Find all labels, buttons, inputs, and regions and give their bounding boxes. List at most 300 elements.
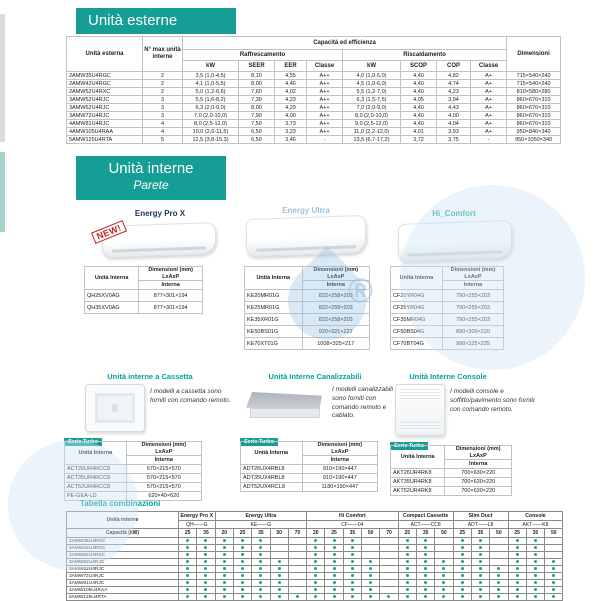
compatibility-dot: [278, 595, 281, 598]
table-cell: [453, 566, 471, 573]
table-cell: [398, 552, 416, 559]
col-header-dimensions: [302, 442, 377, 456]
table-cell: [325, 538, 343, 545]
compatibility-dot: [186, 588, 189, 591]
table-cell: [526, 573, 544, 580]
compatibility-dot: [204, 567, 207, 570]
table-cell: -: [471, 136, 507, 144]
table-cell: [288, 538, 306, 545]
table-cell: 4: [143, 128, 183, 136]
capacity-header-cell: 25: [398, 529, 416, 538]
table-cell: [270, 538, 288, 545]
table-cell: [270, 573, 288, 580]
table-cell: [179, 580, 197, 587]
table-cell: A++: [307, 120, 343, 128]
table-cell: 570×215×570: [126, 465, 201, 474]
table-cell: [252, 573, 270, 580]
table-cell: [490, 587, 508, 594]
table-row: [67, 112, 561, 120]
compatibility-dot: [278, 567, 281, 570]
capacity-header-cell: 50: [435, 529, 453, 538]
table-cell: [435, 559, 453, 566]
pattern-hi-comfort: CF——04: [307, 521, 399, 529]
table-cell: 4AMW105U4RAA: [67, 128, 143, 136]
cassette-dimensions-table: [64, 441, 202, 501]
product-name-energy-ultra: Energy Ultra: [282, 206, 330, 215]
compatibility-dot: [497, 595, 500, 598]
table-row: [67, 104, 561, 112]
compatibility-dot: [406, 595, 409, 598]
table-cell: [270, 580, 288, 587]
table-cell: 3AMW52U4RJC: [67, 559, 179, 566]
table-cell: 6,50: [239, 136, 275, 144]
table-cell: ADT26UX4RBL8: [241, 465, 303, 474]
pattern-energy-pro-x: QH——G: [179, 521, 216, 529]
compatibility-dot: [479, 574, 482, 577]
col-header: Classe: [471, 61, 507, 72]
compatibility-dot: [241, 560, 244, 563]
product-name-hi-comfort: Hi_Comfort: [432, 209, 476, 218]
compatibility-dot: [314, 553, 317, 556]
ducted-table-body: [241, 465, 378, 492]
capacity-header-cell: 70: [380, 529, 398, 538]
table-cell: 7,30: [239, 96, 275, 104]
table-cell: [252, 566, 270, 573]
table-cell: [252, 552, 270, 559]
table-cell: [471, 594, 489, 601]
external-units-table: [66, 36, 561, 144]
table-cell: 2: [143, 88, 183, 96]
table-cell: [252, 587, 270, 594]
table-cell: 5,5 (1,2-7,0): [343, 88, 401, 96]
compatibility-dot: [204, 581, 207, 584]
col-header: kW: [183, 61, 239, 72]
compatibility-dot: [314, 581, 317, 584]
table-cell: 5: [143, 136, 183, 144]
table-cell: [270, 566, 288, 573]
registered-mark-icon: ®: [348, 272, 374, 310]
table-cell: [179, 594, 197, 601]
table-row: [67, 566, 563, 573]
table-cell: [508, 538, 526, 545]
table-cell: [416, 552, 434, 559]
table-cell: [270, 545, 288, 552]
capacity-header-cell: 35: [197, 529, 215, 538]
table-cell: [398, 573, 416, 580]
table-cell: 4,40: [401, 80, 437, 88]
compatibility-dot: [552, 560, 555, 563]
compatibility-dot: [534, 595, 537, 598]
unit-col-label: Unità Interna: [254, 449, 289, 456]
table-cell: [508, 594, 526, 601]
table-cell: 4,40: [401, 88, 437, 96]
combinations-table-body: [67, 538, 563, 601]
table-cell: 6,50: [239, 128, 275, 136]
table-cell: 6,3 (1,5-7,5): [343, 96, 401, 104]
compatibility-dot: [406, 581, 409, 584]
table-cell: 6,3 (2,0-9,0): [183, 104, 239, 112]
wall-unit-image-hi-comfort: [398, 220, 512, 262]
table-cell: [252, 538, 270, 545]
hi-comfort-table-body: [391, 290, 504, 350]
compatibility-dot: [406, 553, 409, 556]
table-cell: [362, 552, 380, 559]
table-cell: A+: [471, 104, 507, 112]
table-cell: [526, 594, 544, 601]
table-row: [391, 290, 504, 302]
table-row: [245, 302, 370, 314]
compatibility-dot: [552, 595, 555, 598]
table-cell: [270, 594, 288, 601]
compatibility-dot: [186, 553, 189, 556]
table-cell: 3,23: [275, 128, 307, 136]
table-cell: KE25MR01G: [245, 302, 303, 314]
table-cell: 4AMW81U4RJC: [67, 120, 143, 128]
col-header: SCOP: [401, 61, 437, 72]
table-cell: 3: [143, 104, 183, 112]
table-cell: [325, 573, 343, 580]
table-cell: 4,40: [401, 112, 437, 120]
table-cell: [416, 538, 434, 545]
table-cell: KE35XR01G: [245, 314, 303, 326]
table-cell: [215, 580, 233, 587]
table-cell: [416, 545, 434, 552]
compatibility-dot: [186, 574, 189, 577]
hi-comfort-dimensions-table: [390, 266, 504, 350]
table-cell: [453, 587, 471, 594]
table-cell: [398, 566, 416, 573]
table-cell: 910×190×447: [302, 474, 377, 483]
table-cell: [215, 594, 233, 601]
cassette-unit-image: [85, 384, 145, 432]
table-cell: 1180×190×447: [302, 483, 377, 492]
compatibility-dot: [314, 567, 317, 570]
compatibility-dot: [479, 595, 482, 598]
compatibility-dot: [351, 595, 354, 598]
table-row: [67, 120, 561, 128]
compatibility-dot: [406, 546, 409, 549]
table-cell: 4,82: [437, 72, 471, 80]
page-edge-strip-teal: [0, 152, 5, 232]
capacity-header-cell: 50: [362, 529, 380, 538]
table-cell: [435, 545, 453, 552]
table-cell: [490, 573, 508, 580]
table-cell: 10,0 (2,6-11,5): [183, 128, 239, 136]
compatibility-dot: [351, 539, 354, 542]
compatibility-dot: [442, 588, 445, 591]
table-row: [391, 326, 504, 338]
table-cell: [307, 580, 325, 587]
table-cell: [197, 552, 215, 559]
table-cell: [526, 545, 544, 552]
table-cell: [179, 545, 197, 552]
compatibility-dot: [461, 588, 464, 591]
table-row: [67, 80, 561, 88]
compatibility-dot: [333, 588, 336, 591]
table-cell: [490, 545, 508, 552]
table-cell: 4,46: [275, 80, 307, 88]
table-cell: A++: [307, 88, 343, 96]
table-cell: 790×255×203: [442, 302, 503, 314]
table-cell: 3AMW72U4RJC: [67, 112, 143, 120]
table-cell: [362, 580, 380, 587]
table-cell: A++: [307, 128, 343, 136]
table-cell: [453, 594, 471, 601]
col-header: EER: [275, 61, 307, 72]
compatibility-dot: [259, 539, 262, 542]
col-subheader-internal: Interna: [302, 281, 370, 290]
energy-ultra-dimensions-table: [244, 266, 370, 350]
col-header-internal-unit: [85, 267, 139, 290]
table-cell: A+: [471, 96, 507, 104]
table-cell: [471, 587, 489, 594]
compatibility-dot: [479, 560, 482, 563]
compatibility-dot: [424, 553, 427, 556]
compatibility-dot: [314, 560, 317, 563]
dim-label: Dimensioni (mm): [317, 442, 363, 448]
compatibility-dot: [259, 567, 262, 570]
table-cell: [490, 580, 508, 587]
table-cell: 4: [143, 120, 183, 128]
table-cell: 3,94: [437, 96, 471, 104]
table-cell: [362, 594, 380, 601]
table-cell: KE50BS01G: [245, 326, 303, 338]
compatibility-dot: [497, 581, 500, 584]
table-cell: [545, 566, 563, 573]
capacity-header-cell: 35: [416, 529, 434, 538]
table-row: [391, 478, 512, 487]
table-cell: [490, 559, 508, 566]
console-dimensions-table: [390, 445, 512, 496]
table-cell: 998×325×225: [442, 338, 503, 350]
compatibility-dot: [259, 553, 262, 556]
table-cell: 9,0 (2,5-12,0): [343, 120, 401, 128]
table-cell: 5,0 (1,2-6,6): [183, 88, 239, 96]
table-cell: CF25YR04G: [391, 302, 443, 314]
table-cell: [545, 545, 563, 552]
table-cell: AKT35UR4RK8: [391, 478, 445, 487]
series-turbo-label: Serie Turbo: [390, 442, 428, 450]
table-cell: 4,23: [437, 88, 471, 96]
table-cell: [380, 545, 398, 552]
table-cell: [490, 594, 508, 601]
group-header-energy-ultra: Energy Ultra: [215, 512, 307, 521]
table-cell: [526, 559, 544, 566]
col-header-indoor-units: Unità interne: [67, 512, 179, 529]
compatibility-dot: [259, 595, 262, 598]
table-cell: 11,0 (2,2-12,0): [343, 128, 401, 136]
compatibility-dot: [424, 560, 427, 563]
capacity-header-cell: 25: [179, 529, 197, 538]
table-cell: [233, 538, 251, 545]
section-title-internal-units: [76, 156, 226, 200]
dim-label: Dimensioni (mm): [450, 267, 496, 273]
table-cell: [325, 566, 343, 573]
table-cell: 5AMW125U4RTA: [67, 136, 143, 144]
table-row: [241, 483, 378, 492]
table-cell: 822×258×203: [302, 302, 370, 314]
col-header: Classe: [307, 61, 343, 72]
col-subheader-internal: Interna: [139, 281, 203, 290]
table-cell: [362, 573, 380, 580]
table-cell: [362, 587, 380, 594]
compatibility-dot: [333, 595, 336, 598]
table-cell: [288, 566, 306, 573]
table-cell: 4,1 (1,0-5,5): [183, 80, 239, 88]
compatibility-dot: [223, 581, 226, 584]
table-cell: 620×40×620: [126, 492, 201, 501]
compatibility-dot: [369, 595, 372, 598]
table-cell: 13,5 (6,7-17,2): [343, 136, 401, 144]
table-cell: [398, 580, 416, 587]
compatibility-dot: [259, 588, 262, 591]
compatibility-dot: [461, 567, 464, 570]
console-unit-image: [395, 384, 445, 436]
table-cell: CF35MR04G: [391, 314, 443, 326]
pattern-slim-duct: ADT——L8: [453, 521, 508, 529]
compatibility-dot: [479, 546, 482, 549]
compatibility-dot: [296, 595, 299, 598]
compatibility-dot: [424, 539, 427, 542]
compatibility-dot: [369, 588, 372, 591]
table-cell: [453, 573, 471, 580]
table-cell: 570×215×570: [126, 483, 201, 492]
table-cell: [380, 594, 398, 601]
table-cell: [343, 552, 361, 559]
pattern-energy-ultra: KE——G: [215, 521, 307, 529]
capacity-header-cell: 50: [270, 529, 288, 538]
col-header-internal-unit: [245, 267, 303, 290]
col-subheader-internal: Interna: [126, 456, 201, 465]
compatibility-dot: [351, 581, 354, 584]
compatibility-dot: [424, 546, 427, 549]
compatibility-dot: [516, 546, 519, 549]
compatibility-dot: [241, 595, 244, 598]
console-table-body: [391, 469, 512, 496]
table-cell: [179, 552, 197, 559]
table-cell: [179, 538, 197, 545]
section-title-console: Unità Interne Console: [409, 372, 487, 381]
table-cell: [362, 559, 380, 566]
compatibility-dot: [314, 574, 317, 577]
table-cell: [307, 552, 325, 559]
compatibility-dot: [406, 567, 409, 570]
table-row: [67, 128, 561, 136]
table-cell: 7,60: [239, 88, 275, 96]
table-cell: 2AMW52U4RXC: [67, 552, 179, 559]
table-cell: [380, 566, 398, 573]
compatibility-dot: [516, 581, 519, 584]
table-cell: [288, 559, 306, 566]
compatibility-dot: [314, 588, 317, 591]
table-cell: 7,90: [239, 112, 275, 120]
table-row: [67, 545, 563, 552]
capacity-header-cell: 35: [526, 529, 544, 538]
table-cell: 8,00: [239, 104, 275, 112]
table-cell: [233, 580, 251, 587]
compatibility-dot: [259, 574, 262, 577]
cassette-description: I modelli a cassetta sono forniti con comando remoto.: [150, 388, 231, 404]
table-cell: [416, 573, 434, 580]
table-cell: 7,50: [239, 120, 275, 128]
table-cell: [453, 538, 471, 545]
table-cell: [288, 573, 306, 580]
compatibility-dot: [204, 588, 207, 591]
compatibility-dot: [479, 539, 482, 542]
table-cell: [435, 580, 453, 587]
page-edge-strip: [0, 14, 5, 142]
table-cell: A+: [471, 88, 507, 96]
compatibility-dot: [534, 574, 537, 577]
compatibility-dot: [369, 560, 372, 563]
table-row: [391, 487, 512, 496]
compatibility-dot: [186, 595, 189, 598]
table-cell: PE-GEA-LD: [65, 492, 127, 501]
table-cell: 3,93: [437, 128, 471, 136]
table-cell: 890×300×220: [442, 326, 503, 338]
table-cell: QH25XV0AG: [85, 290, 139, 302]
table-cell: [197, 573, 215, 580]
compatibility-dot: [351, 567, 354, 570]
table-cell: 715×540×240: [507, 80, 561, 88]
table-cell: [343, 587, 361, 594]
compatibility-dot: [442, 574, 445, 577]
table-cell: 3,73: [275, 120, 307, 128]
compatibility-dot: [369, 574, 372, 577]
table-cell: [252, 594, 270, 601]
table-cell: [270, 552, 288, 559]
compatibility-dot: [442, 567, 445, 570]
table-cell: KE70XT01G: [245, 338, 303, 350]
col-header-internal-unit: [65, 442, 127, 465]
table-cell: 8,0 (2,0-10,0): [343, 112, 401, 120]
compatibility-dot: [387, 595, 390, 598]
table-cell: 4,29: [275, 104, 307, 112]
compatibility-dot: [223, 539, 226, 542]
table-row: [67, 573, 563, 580]
capacity-header-cell: 50: [490, 529, 508, 538]
internal-units-subtitle: Parete: [133, 178, 169, 192]
table-cell: 7,0 (2,0-9,0): [343, 104, 401, 112]
compatibility-dot: [223, 574, 226, 577]
table-cell: 860×670×310: [507, 104, 561, 112]
table-cell: [435, 587, 453, 594]
table-row: [67, 594, 563, 601]
capacity-header-cell: 70: [288, 529, 306, 538]
compatibility-dot: [552, 567, 555, 570]
table-cell: [545, 538, 563, 545]
table-cell: 4,40: [401, 72, 437, 80]
compatibility-dot: [516, 574, 519, 577]
table-cell: 877×301×194: [139, 302, 203, 314]
capacity-header-row: [67, 529, 563, 538]
table-cell: 3,46: [275, 136, 307, 144]
compatibility-dot: [461, 574, 464, 577]
compatibility-dot: [552, 588, 555, 591]
compatibility-dot: [259, 581, 262, 584]
internal-units-title: Unità interne: [108, 160, 194, 177]
table-cell: [197, 566, 215, 573]
compatibility-dot: [534, 539, 537, 542]
energy-pro-x-table-body: [85, 290, 203, 314]
table-cell: [435, 538, 453, 545]
compatibility-dot: [204, 553, 207, 556]
table-cell: 4,5 (1,0-6,0): [343, 80, 401, 88]
table-cell: [362, 538, 380, 545]
cassette-table-body: [65, 465, 202, 501]
table-row: [67, 72, 561, 80]
dim-label2: LxAxP: [331, 448, 349, 455]
